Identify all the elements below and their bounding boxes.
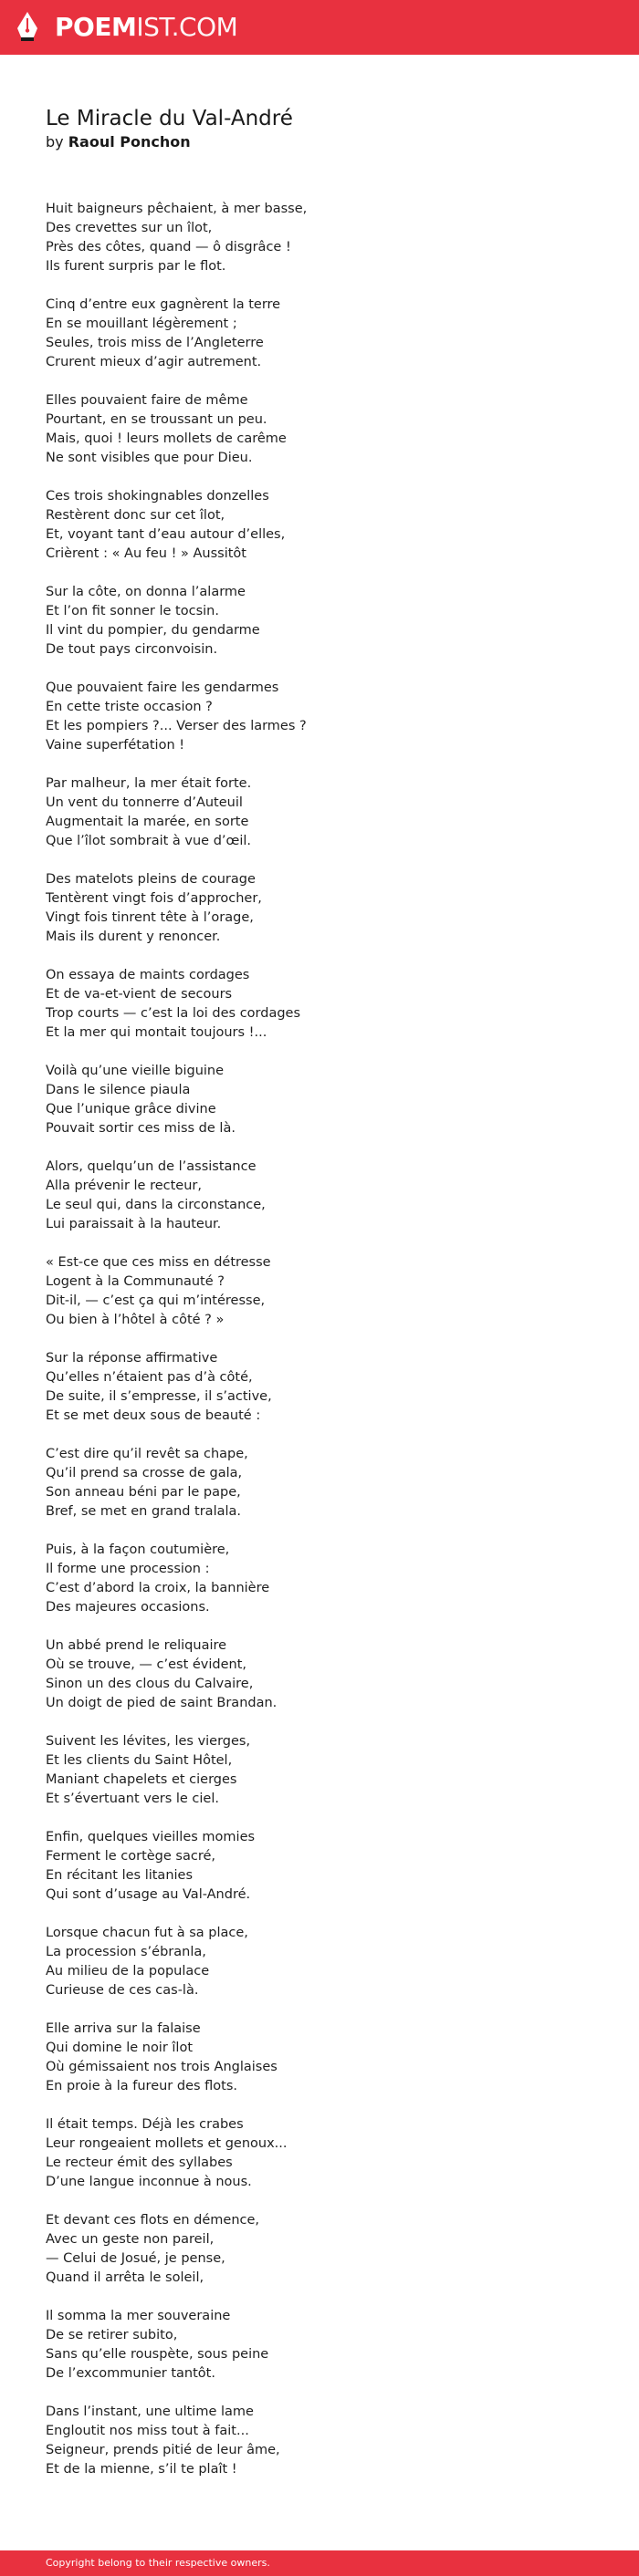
stanza [46, 296, 593, 372]
poem-line: Quand il arrêta le soleil, [46, 2270, 204, 2285]
poem-line: Alla prévenir le recteur, [46, 1179, 202, 1193]
poem-line: Crièrent : « Au feu ! » Aussitôt [46, 546, 246, 561]
poem-line: Ferment le cortège sacré, [46, 1849, 215, 1864]
stanza [46, 1349, 593, 1426]
site-header [0, 0, 639, 55]
poem-line: Et l’on fit sonner le tocsin. [46, 604, 219, 618]
poem-line: Bref, se met en grand tralala. [46, 1504, 242, 1519]
poem-line: Et, voyant tant d’eau autour d’elles, [46, 527, 286, 542]
poem-line: En se mouillant légèrement ; [46, 317, 237, 331]
poem-line: Pouvait sortir ces miss de là. [46, 1121, 236, 1136]
by-label: by [46, 133, 64, 151]
poem-line: Le seul qui, dans la circonstance, [46, 1198, 266, 1212]
poem-line: Puis, à la façon coutumière, [46, 1542, 230, 1557]
poem-line: Mais, quoi ! leurs mollets de carême [46, 431, 287, 446]
stanza [46, 679, 593, 755]
poem-line: En récitant les litanies [46, 1868, 194, 1883]
poem-line: Qu’il prend sa crosse de gala, [46, 1466, 243, 1480]
stanza [46, 2211, 593, 2288]
poem-line: Pourtant, en se troussant un peu. [46, 412, 267, 427]
poem-line: — Celui de Josué, je pense, [46, 2251, 225, 2266]
poem-line: Par malheur, la mer était forte. [46, 776, 252, 791]
poem-body [46, 200, 593, 2498]
poem-line: Seigneur, prends pitié de leur âme, [46, 2443, 280, 2457]
poem-line: Enfin, quelques vieilles momies [46, 1830, 256, 1844]
poem-line: Vaine superfétation ! [46, 738, 185, 753]
poem-line: Leur rongeaient mollets et genoux... [46, 2136, 288, 2151]
stanza [46, 2403, 593, 2479]
stanza [46, 583, 593, 660]
poem-line: Que pouvaient faire les gendarmes [46, 680, 279, 695]
poem-line: Un vent du tonnerre d’Auteuil [46, 795, 243, 810]
copyright-notice: Copyright belong to their respective owners. [46, 2557, 270, 2569]
poem-line: Voilà qu’une vieille biguine [46, 1064, 225, 1078]
poem-line: D’une langue inconnue à nous. [46, 2175, 252, 2189]
poem-line: Suivent les lévites, les vierges, [46, 1734, 251, 1749]
poem-line: Qui domine le noir îlot [46, 2041, 194, 2055]
stanza [46, 1253, 593, 1330]
poem-line: Des crevettes sur un îlot, [46, 221, 213, 235]
stanza [46, 1158, 593, 1234]
poem-line: Et s’évertuant vers le ciel. [46, 1792, 219, 1806]
poem-line: Un abbé prend le reliquaire [46, 1638, 227, 1653]
poem-line: Dans le silence piaula [46, 1083, 191, 1097]
poem-line: Seules, trois miss de l’Angleterre [46, 336, 264, 350]
stanza [46, 966, 593, 1043]
poem-line: Sinon un des clous du Calvaire, [46, 1677, 254, 1691]
poem-line: Au milieu de la populace [46, 1964, 210, 1979]
stanza [46, 1445, 593, 1522]
poem-line: Que l’unique grâce divine [46, 1102, 216, 1117]
poem-line: Augmentait la marée, en sorte [46, 815, 249, 829]
poem-line: De suite, il s’empresse, il s’active, [46, 1389, 272, 1404]
byline [46, 132, 191, 152]
poem-line: « Est-ce que ces miss en détresse [46, 1255, 271, 1270]
poem-line: Ils furent surpris par le flot. [46, 259, 226, 274]
poem-line: Trop courts — c’est la loi des cordages [46, 1006, 301, 1021]
poem-line: De l’excommunier tantôt. [46, 2366, 215, 2381]
poem-line: Cinq d’entre eux gagnèrent la terre [46, 297, 281, 312]
poem-line: Ou bien à l’hôtel à côté ? » [46, 1313, 225, 1327]
poem-line: Près des côtes, quand — ô disgrâce ! [46, 240, 291, 254]
poem-line: Sans qu’elle rouspète, sous peine [46, 2347, 269, 2362]
poem-line: De tout pays circonvoisin. [46, 642, 218, 657]
site-logo[interactable] [55, 12, 237, 43]
poem-line: Restèrent donc sur cet îlot, [46, 508, 225, 523]
poem-line: Elle arriva sur la falaise [46, 2021, 201, 2036]
poem-line: Crurent mieux d’agir autrement. [46, 355, 262, 369]
poem-line: C’est d’abord la croix, la bannière [46, 1581, 270, 1595]
stanza [46, 1732, 593, 1809]
poem-line: Il vint du pompier, du gendarme [46, 623, 260, 638]
poem-line: Maniant chapelets et cierges [46, 1772, 237, 1787]
poem-line: Tentèrent vingt fois d’approcher, [46, 891, 262, 906]
poem-line: On essaya de maints cordages [46, 968, 250, 982]
poem-line: Huit baigneurs pêchaient, à mer basse, [46, 202, 308, 216]
poem-line: Dit-il, — c’est ça qui m’intéresse, [46, 1293, 266, 1308]
poem-line: De se retirer subito, [46, 2328, 178, 2342]
stanza [46, 2115, 593, 2192]
poem-line: Et devant ces flots en démence, [46, 2213, 260, 2228]
poem-line: Sur la côte, on donna l’alarme [46, 585, 246, 599]
poem-line: Et la mer qui montait toujours !... [46, 1025, 267, 1040]
poem-line: Et de la mienne, s’il te plaît ! [46, 2462, 237, 2477]
poem-line: La procession s’ébranla, [46, 1945, 206, 1959]
stanza [46, 2020, 593, 2096]
poem-title: Le Miracle du Val-André [46, 107, 293, 130]
poem-line: En cette triste occasion ? [46, 700, 213, 714]
poem-line: Sur la réponse affirmative [46, 1351, 218, 1366]
stanza [46, 2307, 593, 2384]
stanza [46, 1828, 593, 1905]
stanza [46, 1541, 593, 1617]
poem-line: Des majeures occasions. [46, 1600, 210, 1615]
poem-line: Dans l’instant, une ultime lame [46, 2405, 254, 2419]
poem-line: Un doigt de pied de saint Brandan. [46, 1696, 278, 1710]
stanza [46, 774, 593, 851]
poem-line: Alors, quelqu’un de l’assistance [46, 1159, 257, 1174]
poem-line: Qu’elles n’étaient pas d’à côté, [46, 1370, 253, 1385]
poem-line: Ne sont visibles que pour Dieu. [46, 451, 253, 465]
logo-text-bold: POEM [55, 12, 137, 42]
stanza [46, 1636, 593, 1713]
stanza [46, 1062, 593, 1138]
poem-line: Vingt fois tinrent tête à l’orage, [46, 910, 254, 925]
pen-nib-icon[interactable] [16, 11, 39, 42]
poem-line: Lui paraissait à la hauteur. [46, 1217, 222, 1231]
stanza [46, 1924, 593, 2000]
poem-line: Où se trouve, — c’est évident, [46, 1657, 247, 1672]
poem-line: Et les clients du Saint Hôtel, [46, 1753, 233, 1768]
poem-line: Il somma la mer souveraine [46, 2309, 231, 2323]
poem-line: Et les pompiers ?... Verser des larmes ? [46, 719, 307, 733]
poem-line: Et de va-et-vient de secours [46, 987, 233, 1002]
poem-line: Qui sont d’usage au Val-André. [46, 1887, 251, 1902]
site-footer [0, 2550, 639, 2576]
poem-line: Le recteur émit des syllabes [46, 2155, 233, 2170]
stanza [46, 200, 593, 276]
poem-line: Avec un geste non pareil, [46, 2232, 215, 2247]
poem-line: Et se met deux sous de beauté : [46, 1408, 261, 1423]
poem-line: Des matelots pleins de courage [46, 872, 256, 887]
poem-line: Que l’îlot sombrait à vue d’œil. [46, 834, 252, 848]
poem-line: Il était temps. Déjà les crabes [46, 2117, 244, 2132]
stanza [46, 391, 593, 468]
author-link[interactable]: Raoul Ponchon [68, 133, 191, 151]
poem-line: Engloutit nos miss tout à fait... [46, 2424, 249, 2438]
poem-line: Logent à la Communauté ? [46, 1274, 225, 1289]
logo-text-light: IST.COM [136, 12, 238, 42]
poem-line: Il forme une procession : [46, 1562, 210, 1576]
poem-line: C’est dire qu’il revêt sa chape, [46, 1447, 248, 1461]
poem-line: Mais ils durent y renoncer. [46, 930, 221, 944]
poem-line: Elles pouvaient faire de même [46, 393, 248, 408]
poem-line: Où gémissaient nos trois Anglaises [46, 2060, 278, 2074]
poem-line: En proie à la fureur des flots. [46, 2079, 238, 2093]
poem-line: Curieuse de ces cas-là. [46, 1983, 199, 1998]
stanza [46, 870, 593, 947]
poem-line: Son anneau béni par le pape, [46, 1485, 241, 1500]
stanza [46, 487, 593, 564]
poem-line: Ces trois shokingnables donzelles [46, 489, 269, 504]
poem-line: Lorsque chacun fut à sa place, [46, 1926, 248, 1940]
